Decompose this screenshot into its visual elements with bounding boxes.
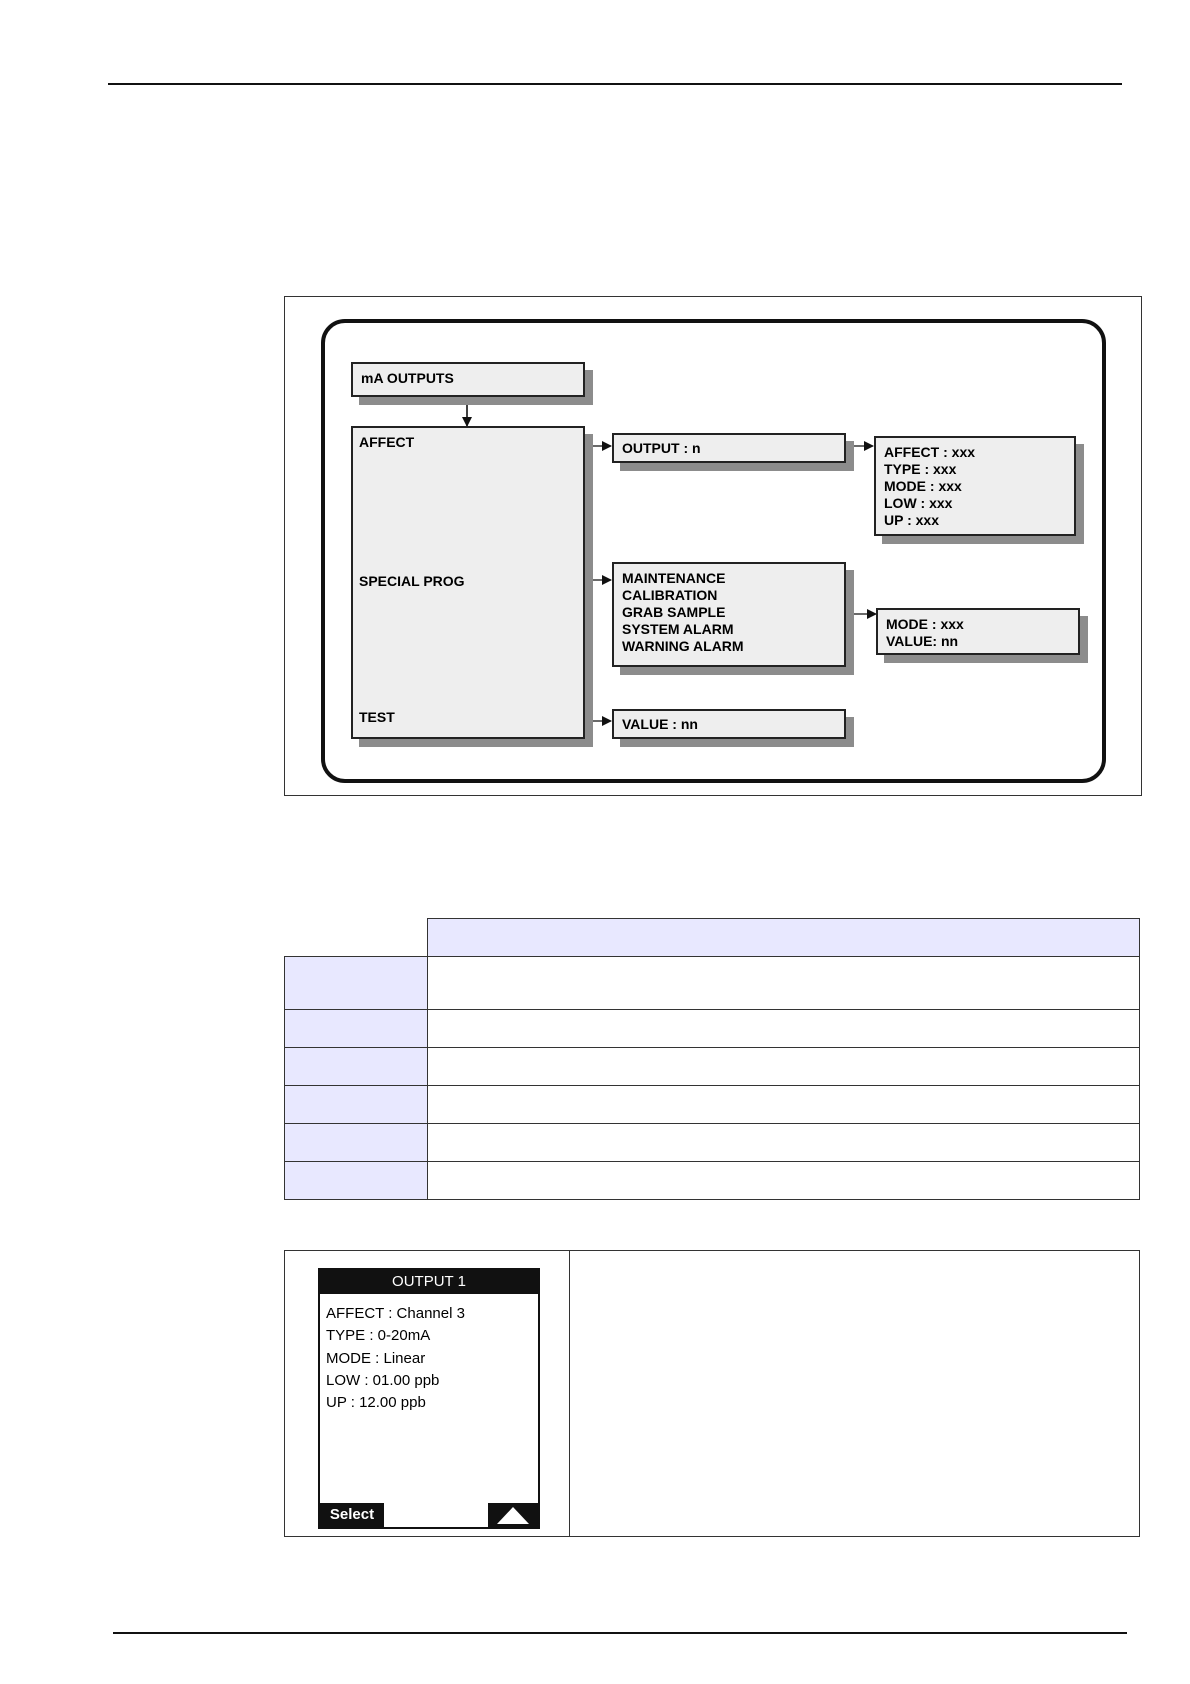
output-detail: TYPE : xxx (884, 461, 957, 477)
special-options-box (612, 562, 846, 667)
table-value-cell (428, 1124, 1140, 1162)
output-detail: LOW : xxx (884, 495, 953, 511)
table-row (285, 1162, 1140, 1200)
table-value-cell (428, 1048, 1140, 1086)
special-option: CALIBRATION (622, 587, 718, 603)
up-softkey[interactable] (488, 1503, 538, 1527)
table-key-cell (285, 957, 428, 1010)
table-key-cell (285, 1086, 428, 1124)
special-option: WARNING ALARM (622, 638, 744, 654)
table-row (285, 1010, 1140, 1048)
root-box (351, 362, 585, 397)
table-key-cell (285, 1048, 428, 1086)
table-key-cell (285, 1010, 428, 1048)
table-row (285, 1086, 1140, 1124)
test-box (612, 709, 846, 739)
menu-item-test: TEST (359, 709, 395, 725)
output-details-box (874, 436, 1076, 536)
special-option: SYSTEM ALARM (622, 621, 734, 637)
special-detail: VALUE: nn (886, 633, 959, 649)
table-row (285, 1124, 1140, 1162)
parameter-table (284, 918, 1140, 1200)
table-value-cell (428, 1162, 1140, 1200)
special-detail: MODE : xxx (886, 616, 964, 632)
special-option: MAINTENANCE (622, 570, 726, 586)
select-softkey[interactable]: Select (320, 1503, 384, 1527)
up-arrow-icon (488, 1503, 538, 1527)
lcd-line-affect: AFFECT : Channel 3 (326, 1305, 465, 1322)
root-label: mA OUTPUTS (361, 370, 454, 386)
special-details-box (876, 608, 1080, 655)
menu-item-affect: AFFECT (359, 434, 415, 450)
table-row (285, 957, 1140, 1010)
table-value-cell (428, 1010, 1140, 1048)
table-header-empty (285, 919, 428, 957)
menu-item-special-prog: SPECIAL PROG (359, 573, 465, 589)
output-detail: AFFECT : xxx (884, 444, 976, 460)
lcd-line-mode: MODE : Linear (326, 1350, 426, 1367)
table-row (285, 1048, 1140, 1086)
table-value-cell (428, 957, 1140, 1010)
table-value-cell (428, 1086, 1140, 1124)
table-key-cell (285, 1124, 428, 1162)
lcd-line-up: UP : 12.00 ppb (326, 1394, 426, 1411)
lcd-line-type: TYPE : 0-20mA (326, 1327, 431, 1344)
lcd-title: OUTPUT 1 (320, 1270, 538, 1294)
lcd-screen (318, 1268, 540, 1529)
output-box-label: OUTPUT : n (622, 440, 701, 456)
output-detail: UP : xxx (884, 512, 939, 528)
output-box (612, 433, 846, 463)
special-option: GRAB SAMPLE (622, 604, 726, 620)
output-detail: MODE : xxx (884, 478, 962, 494)
table-key-cell (285, 1162, 428, 1200)
screen-divider (569, 1250, 570, 1537)
test-box-label: VALUE : nn (622, 716, 698, 732)
table-header-row (285, 919, 1140, 957)
lcd-line-low: LOW : 01.00 ppb (326, 1372, 440, 1389)
table-header-cell (428, 919, 1140, 957)
